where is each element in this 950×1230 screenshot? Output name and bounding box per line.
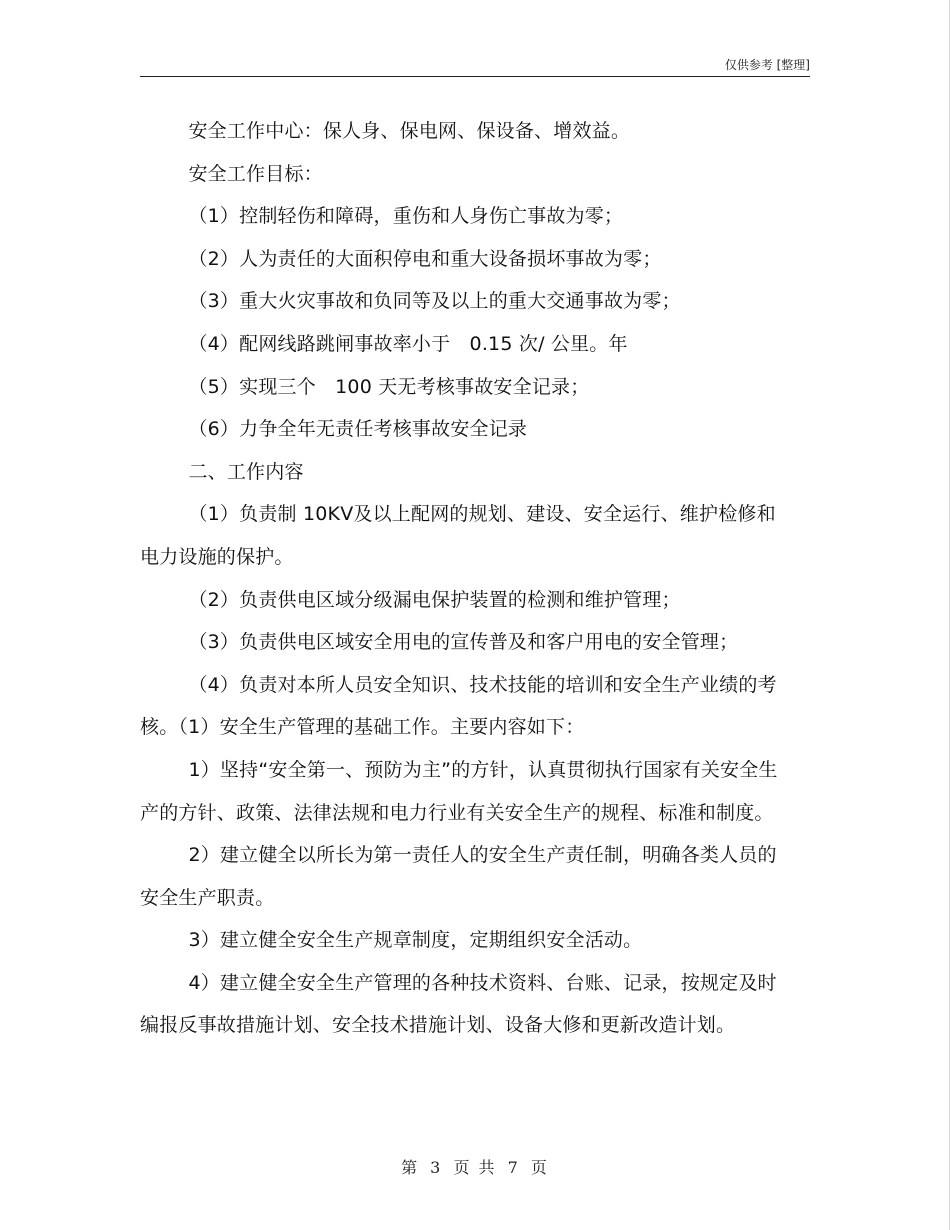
work-item-1: （1）负责制 10KV及以上配网的规划、建设、安全运行、维护检修和电力设施的保护。 (140, 503, 776, 568)
basic-work-item-2: 2）建立健全以所长为第一责任人的安全生产责任制，明确各类人员的安全生产职责。 (140, 844, 777, 909)
section-heading-work-content: 二、工作内容 (188, 460, 304, 483)
goal-item-6: （6）力争全年无责任考核事故安全记录 (188, 418, 528, 441)
work-item-3: （3）负责供电区域安全用电的宣传普及和客户用电的安全管理； (188, 631, 739, 654)
goal-item-4: （4）配网线路跳闸事故率小于 0.15 次/ 公里。年 (188, 332, 628, 355)
basic-work-item-1: 1）坚持“安全第一、预防为主”的方针，认真贯彻执行国家有关安全生产的方针、政策、法律法规和电力行业有关安全生产的规程、标准和制度。 (140, 758, 778, 824)
paragraph-safety-center: 安全工作中心：保人身、保电网、保设备、增效益。 (188, 120, 631, 142)
work-item-4: （4）负责对本所人员安全知识、技术技能的培训和安全生产业绩的考核。（1）安全生产管理的基础工作。主要内容如下： (140, 673, 777, 739)
work-item-2: （2）负责供电区域分级漏电保护装置的检测和维护管理； (188, 588, 681, 611)
footer-page-number: 3 (430, 1158, 443, 1177)
basic-work-item-3: 3）建立健全安全生产规章制度，定期组织安全活动。 (188, 929, 643, 952)
paragraph-safety-goals-heading: 安全工作目标： (188, 162, 323, 185)
page-footer (0, 1155, 950, 1178)
header-note: 仅供参考 [整理] (724, 58, 810, 72)
goal-item-1: （1）控制轻伤和障碍，重伤和人身伤亡事故为零； (188, 205, 624, 228)
footer-prefix: 第 (401, 1158, 420, 1177)
goal-item-3: （3）重大火灾事故和负同等及以上的重大交通事故为零； (188, 290, 681, 313)
goal-item-5: （5）实现三个 100 天无考核事故安全记录； (188, 375, 590, 398)
basic-work-item-4: 4）建立健全安全生产管理的各种技术资料、台账、记录，按规定及时编报反事故措施计划、安全技术措施计划、设备大修和更新改造计划。 (140, 971, 777, 1037)
footer-suffix: 页 (530, 1158, 549, 1177)
goal-item-2: （2）人为责任的大面积停电和重大设备损坏事故为零； (188, 247, 662, 270)
footer-mid: 页 共 (453, 1158, 497, 1177)
document-body (140, 110, 788, 1047)
page-header (140, 54, 810, 77)
footer-total-pages: 7 (507, 1158, 520, 1177)
